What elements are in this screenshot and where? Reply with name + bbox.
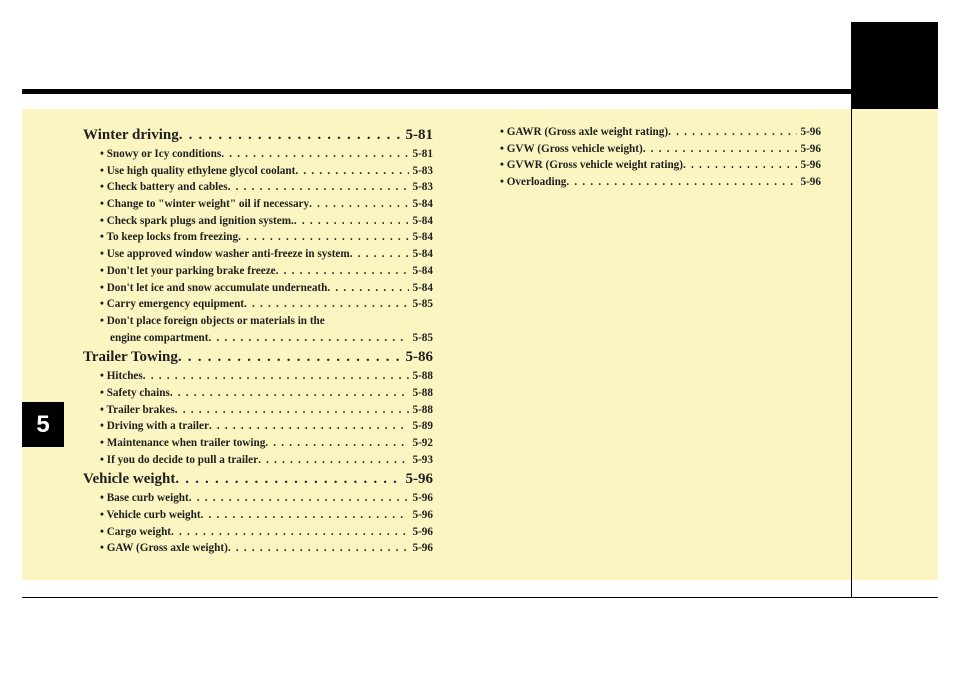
dot-leader [178, 346, 403, 368]
toc-entry-vehicle-curb-weight[interactable] [83, 507, 433, 524]
toc-entry-label: • Carry emergency equipment [100, 298, 245, 311]
toc-entry-label: • Base curb weight [100, 492, 189, 505]
toc-entry-continuation[interactable] [83, 330, 433, 347]
toc-page-number: 5-96 [800, 176, 821, 189]
toc-entry-label: • Maintenance when trailer towing [100, 437, 266, 449]
toc-page-number: 5-88 [412, 403, 433, 416]
toc-entry-label: • Overloading [500, 176, 567, 189]
toc-entry-label: • Use approved window washer anti-freeze in system [100, 248, 350, 261]
dot-leader [668, 124, 797, 141]
toc-page-number: 5-84 [412, 214, 433, 227]
toc-page-number: 5-84 [412, 264, 433, 277]
toc-page-number: 5-96 [412, 525, 433, 538]
toc-page-number: 5-81 [412, 148, 433, 160]
dot-leader [238, 229, 409, 246]
toc-entry-gvw-gross-vehicle-weight[interactable] [483, 141, 821, 158]
dot-leader [643, 141, 798, 158]
toc-page-number: 5-88 [412, 386, 433, 399]
footer-rule [22, 597, 938, 598]
toc-page-number: 5-96 [412, 542, 433, 555]
dot-leader [276, 263, 410, 280]
toc-entry-label: • GAWR (Gross axle weight rating) [500, 126, 669, 138]
header-rule [22, 89, 852, 94]
toc-entry-use-approved-window-washer-anti-freeze-in-system[interactable] [83, 246, 433, 263]
toc-entry-label: • Hitches [100, 370, 143, 383]
corner-tab [852, 22, 938, 109]
toc-page-number: 5-84 [412, 198, 433, 211]
toc-section-vehicle-weight[interactable] [83, 468, 433, 490]
toc-entry-label: • Cargo weight [100, 525, 172, 538]
toc-entry-to-keep-locks-from-freezing[interactable] [83, 229, 433, 246]
toc-entry-change-to-winter-weight-oil-if-necessary[interactable] [83, 196, 433, 213]
dot-leader [179, 124, 403, 146]
toc-entry-if-you-do-decide-to-pull-a-trailer[interactable] [83, 452, 433, 469]
dot-leader [201, 507, 410, 524]
toc-entry-label: • Don't let your parking brake freeze [100, 264, 276, 277]
toc-section-winter-driving[interactable] [83, 124, 433, 146]
toc-entry-gaw-gross-axle-weight[interactable] [83, 540, 433, 557]
toc-left-column [83, 124, 433, 557]
toc-entry-label: • Don't let ice and snow accumulate underneath [100, 281, 328, 294]
dot-leader [309, 196, 409, 213]
dot-leader [228, 179, 410, 196]
dot-leader [566, 174, 797, 191]
dot-leader [209, 418, 410, 435]
dot-leader [294, 213, 410, 230]
toc-entry-driving-with-a-trailer[interactable] [83, 418, 433, 435]
toc-entry-check-spark-plugs-and-ignition-system[interactable] [83, 213, 433, 230]
toc-page-number: 5-85 [412, 298, 433, 311]
toc-page-number: 5-96 [412, 492, 433, 505]
toc-entry-gawr-gross-axle-weight-rating[interactable] [483, 124, 821, 141]
dot-leader [189, 490, 410, 507]
dot-leader [175, 402, 410, 419]
toc-entry-label: • Driving with a trailer [100, 420, 209, 433]
toc-entry-carry-emergency-equipment[interactable] [83, 296, 433, 313]
toc-entry-snowy-or-icy-conditions[interactable] [83, 146, 433, 163]
toc-entry-label: • Snowy or Icy conditions [100, 148, 222, 160]
dot-leader [170, 385, 410, 402]
dot-leader [171, 524, 409, 541]
toc-page-number: 5-84 [412, 248, 433, 261]
toc-page-number: 5-81 [405, 127, 433, 143]
toc-page-number: 5-84 [412, 231, 433, 244]
chapter-tab[interactable]: 5 [22, 402, 64, 447]
toc-entry-base-curb-weight[interactable] [83, 490, 433, 507]
toc-page-number: 5-88 [412, 370, 433, 383]
dot-leader [221, 146, 409, 163]
toc-page-number: 5-96 [405, 471, 433, 488]
margin-line [851, 22, 852, 598]
toc-page-number: 5-83 [412, 181, 433, 194]
dot-leader [350, 246, 410, 263]
toc-page-number: 5-96 [800, 159, 821, 172]
toc-entry-gvwr-gross-vehicle-weight-rating[interactable] [483, 157, 821, 174]
toc-section-title: Winter driving [83, 127, 179, 143]
toc-entry-cargo-weight[interactable] [83, 524, 433, 541]
dot-leader [258, 452, 409, 469]
toc-entry-check-battery-and-cables[interactable] [83, 179, 433, 196]
toc-entry-trailer-brakes[interactable] [83, 402, 433, 419]
toc-entry-label: • GAW (Gross axle weight) [100, 542, 228, 555]
toc-section-trailer-towing[interactable] [83, 346, 433, 368]
toc-page-number: 5-92 [412, 437, 433, 449]
toc-entry-don-t-let-ice-and-snow-accumulate-underneath[interactable] [83, 280, 433, 297]
dot-leader [175, 468, 402, 490]
toc-entry-label: engine compartment [110, 331, 209, 344]
toc-entry-label: • Vehicle curb weight [100, 509, 201, 522]
toc-section-title: Vehicle weight [83, 471, 176, 488]
dot-leader [228, 540, 410, 557]
toc-entry-don-t-place-foreign-objects-or-materials-in-the[interactable] [83, 313, 433, 330]
toc-entry-label: • Check spark plugs and ignition system. [100, 214, 294, 227]
toc-page-number: 5-89 [412, 420, 433, 433]
toc-page-number: 5-83 [412, 164, 433, 177]
toc-entry-label: • Use high quality ethylene glycol coolant [100, 164, 296, 177]
toc-entry-label: • If you do decide to pull a trailer [100, 453, 259, 466]
dot-leader [143, 368, 410, 385]
toc-page-number: 5-86 [405, 349, 433, 366]
toc-page-number: 5-96 [800, 126, 821, 138]
dot-leader [295, 163, 409, 180]
dot-leader [244, 296, 409, 313]
toc-entry-label: • Don't place foreign objects or materials in the [100, 314, 325, 327]
toc-entry-don-t-let-your-parking-brake-freeze[interactable] [83, 263, 433, 280]
dot-leader [209, 330, 410, 347]
toc-page-number: 5-96 [412, 509, 433, 522]
toc-page-number: 5-93 [412, 453, 433, 466]
toc-entry-label: • Check battery and cables [100, 181, 228, 194]
toc-entry-safety-chains[interactable] [83, 385, 433, 402]
dot-leader [327, 280, 409, 297]
toc-entry-label: • To keep locks from freezing [100, 231, 239, 244]
toc-entry-hitches[interactable] [83, 368, 433, 385]
toc-page-number: 5-96 [800, 142, 821, 155]
toc-entry-label: • Safety chains [100, 386, 170, 399]
toc-page-number: 5-85 [412, 331, 433, 344]
dot-leader [683, 157, 797, 174]
toc-right-column [483, 124, 821, 191]
toc-section-title: Trailer Towing [83, 349, 178, 366]
toc-entry-label: • Change to "winter weight" oil if necessary [100, 198, 310, 211]
toc-entry-label: • GVW (Gross vehicle weight) [500, 142, 643, 155]
toc-page-number: 5-84 [412, 281, 433, 294]
toc-entry-label: • Trailer brakes [100, 403, 175, 416]
toc-entry-maintenance-when-trailer-towing[interactable] [83, 435, 433, 452]
toc-entry-use-high-quality-ethylene-glycol-coolant[interactable] [83, 163, 433, 180]
toc-entry-label: • GVWR (Gross vehicle weight rating) [500, 159, 683, 172]
dot-leader [265, 435, 409, 452]
toc-entry-overloading[interactable] [483, 174, 821, 191]
